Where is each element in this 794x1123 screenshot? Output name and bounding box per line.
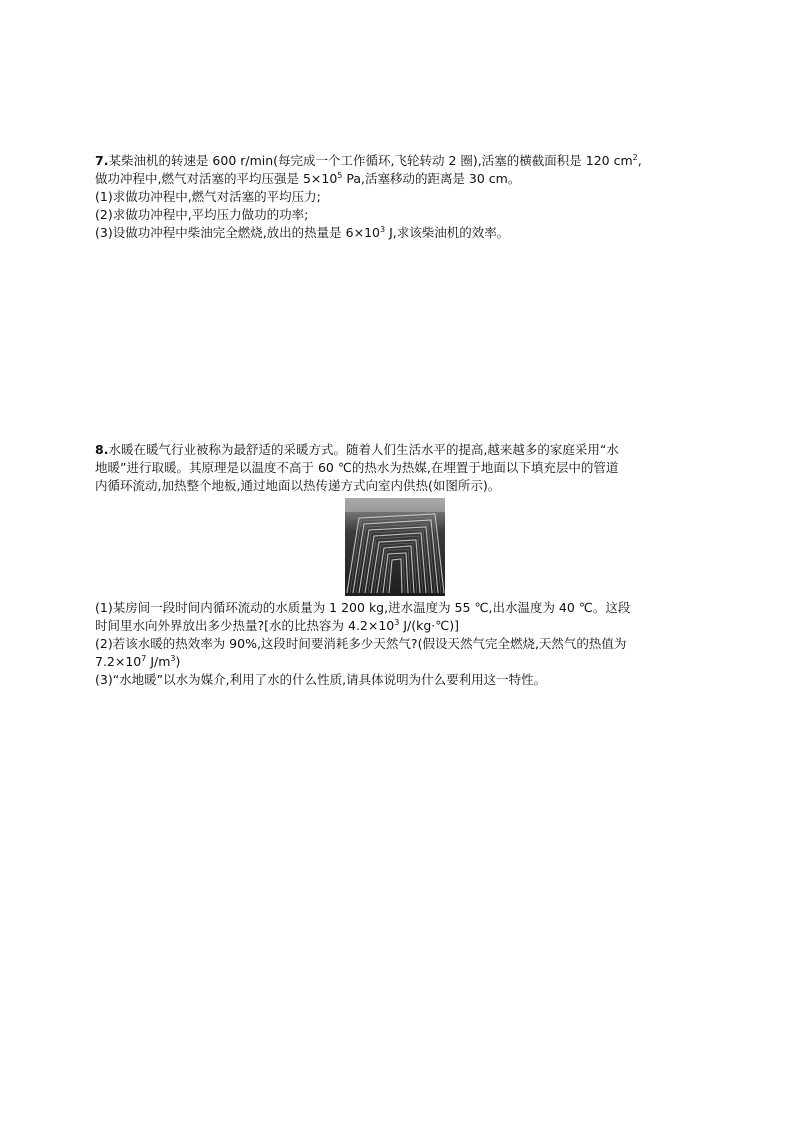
q8-sub1-line1: (1)某房间一段时间内循环流动的水质量为 1 200 kg,进水温度为 55 ℃,出水温度为 40 ℃。这段	[95, 600, 631, 615]
q8-stem-line1: 8.水暖在暖气行业被称为最舒适的采暖方式。随着人们生活水平的提高,越来越多的家庭采用“水	[95, 442, 619, 457]
q8-sub3: (3)“水地暖”以水为媒介,利用了水的什么性质,请具体说明为什么要利用这一特性。	[95, 672, 547, 687]
q7-stem-line2: 做功冲程中,燃气对活塞的平均压强是 $5\times 10^5$ Pa,活塞移动的距离是 30 cm。	[95, 170, 521, 186]
q8-number: 8.	[95, 442, 109, 457]
q8-sub1-line2: 时间里水向外界放出多少热量?[水的比热容为 $4.2\times 10^3$ J/(kg·℃)]	[95, 617, 460, 633]
q8-sub2-line2: $7.2\times 10^7$ $J/m^3$)	[95, 653, 181, 669]
question-7	[95, 152, 695, 242]
q8-stem-line3: 内循环流动,加热整个地板,通过地面以热传递方式向室内供热(如图所示)。	[95, 478, 501, 493]
floor-heating-photo	[345, 498, 445, 596]
q7-sub3: (3)设做功冲程中柴油完全燃烧,放出的热量是 $6\times 10^3$ J,求该柴油机的效率。	[95, 224, 510, 240]
q7-number: 7.	[95, 153, 109, 168]
q7-stem-line1: 7.某柴油机的转速是 600 r/min(每完成一个工作循环,飞轮转动 2 圈),活塞的横截面积是 120 $cm^2$,	[95, 152, 642, 168]
q7-sub1: (1)求做功冲程中,燃气对活塞的平均压力;	[95, 189, 321, 204]
q8-sub2-line1: (2)若该水暖的热效率为 90%,这段时间要消耗多少天然气?(假设天然气完全燃烧,天然气的热值为	[95, 636, 627, 651]
q7-sub2: (2)求做功冲程中,平均压力做功的功率;	[95, 207, 309, 222]
question-8	[95, 441, 695, 689]
q8-stem-line2: 地暖”进行取暖。其原理是以温度不高于 60 ℃的热水为热媒,在埋置于地面以下填充层中的管道	[95, 460, 619, 475]
